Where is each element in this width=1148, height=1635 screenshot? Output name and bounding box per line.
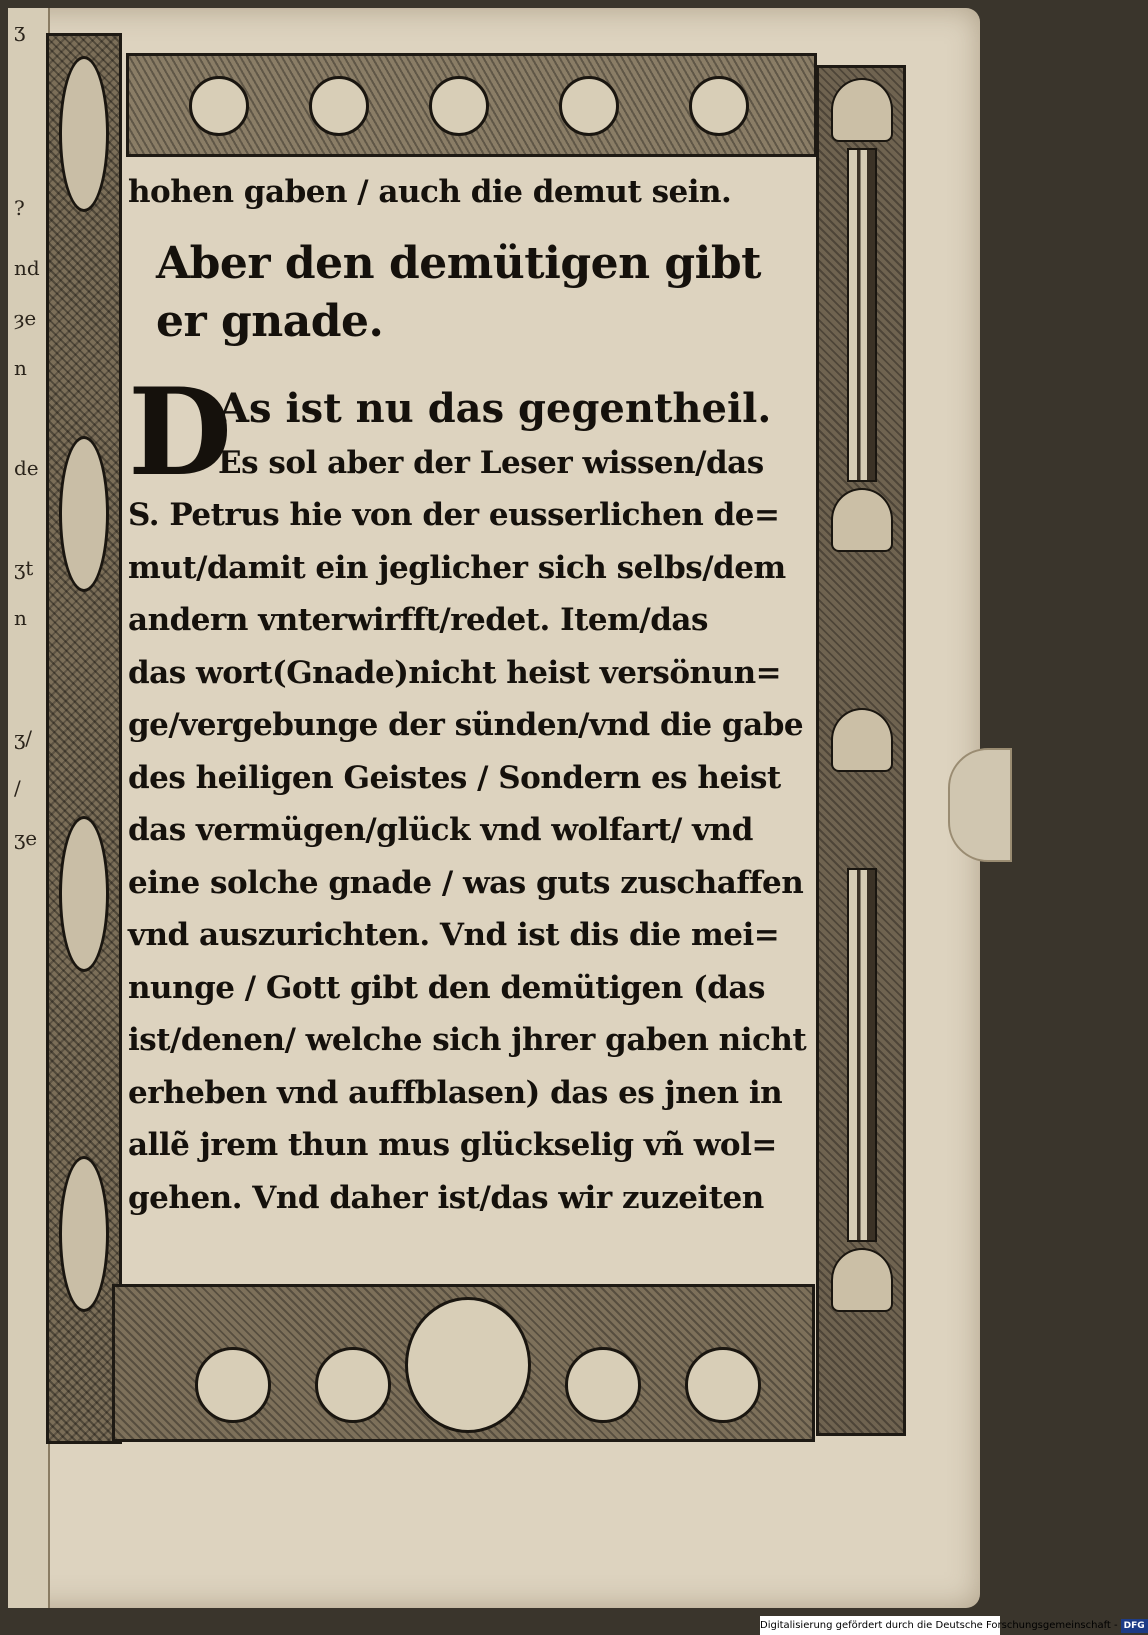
shell-ornament	[315, 1347, 391, 1423]
body-line: das wort(Gnade)nicht heist versönun=	[128, 654, 782, 691]
page-tab	[948, 748, 1012, 862]
woodcut-border-right	[816, 65, 906, 1436]
facing-page-fragment: n	[14, 356, 27, 380]
ornament-pod	[59, 816, 109, 972]
flower-ornament	[689, 76, 749, 136]
ornament-pod	[59, 436, 109, 592]
paragraph	[128, 361, 807, 1225]
column-capital	[831, 488, 893, 552]
main-text	[128, 166, 807, 1224]
ornament-pod	[59, 1156, 109, 1312]
drop-cap: D	[128, 361, 233, 503]
body-line: des heiligen Geistes / Sondern es heist	[128, 759, 781, 796]
flower-ornament	[559, 76, 619, 136]
facing-page-fragment: ʒ/	[14, 726, 33, 750]
column-capital	[831, 708, 893, 772]
facing-page-fragment: ʒe	[14, 826, 38, 850]
facing-page-edge	[8, 8, 50, 1608]
body-line: erheben vnd auffblasen) das es jnen in	[128, 1074, 783, 1111]
column-capital	[831, 1248, 893, 1312]
woodcut-border-left	[46, 33, 122, 1444]
flower-ornament	[429, 76, 489, 136]
woodcut-border-bottom	[112, 1284, 815, 1442]
column-capital	[831, 78, 893, 142]
column-shaft	[847, 148, 877, 482]
cherub-ornament	[405, 1297, 531, 1433]
dfg-logo: DFG	[1121, 1619, 1148, 1633]
woodcut-border-top	[126, 53, 817, 157]
shell-ornament	[195, 1347, 271, 1423]
body-line: andern vnterwirfft/redet. Item/das	[128, 602, 708, 638]
flower-ornament	[189, 76, 249, 136]
facing-page-fragment: ʒt	[14, 556, 34, 580]
section-heading	[156, 235, 803, 351]
facing-page-fragment: ?	[14, 196, 25, 220]
body-line: allẽ jrem thun mus glückselig vñ wol=	[128, 1127, 777, 1163]
heading-line: Aber den demütigen gibt	[156, 237, 761, 289]
facing-page-fragment: ȝe	[14, 306, 37, 330]
digitization-credit	[760, 1616, 1145, 1635]
facing-page-fragment: nd	[14, 256, 40, 280]
body-line: das vermügen/glück vnd wolfart/ vnd	[128, 812, 753, 848]
ornament-pod	[59, 56, 109, 212]
body-line: vnd auszurichten. Vnd ist dis die mei=	[128, 917, 780, 953]
body-line: nunge / Gott gibt den demütigen (das	[128, 969, 765, 1006]
facing-page-fragment: /	[14, 776, 21, 800]
facing-page-fragment: de	[14, 456, 39, 480]
body-line: mut/damit ein jeglicher sich selbs/dem	[128, 549, 786, 586]
body-line: S. Petrus hie von der eusserlichen de=	[128, 497, 780, 533]
heading-line: er gnade.	[156, 295, 384, 347]
facing-page-fragment: ʒ	[14, 18, 26, 42]
paragraph-first-line: As ist nu das gegentheil.	[218, 384, 772, 432]
body-line: ge/vergebunge der sünden/vnd die gabe	[128, 707, 804, 743]
flower-ornament	[309, 76, 369, 136]
shell-ornament	[565, 1347, 641, 1423]
facing-page-fragment: n	[14, 606, 27, 630]
body-line: gehen. Vnd daher ist/das wir zuzeiten	[128, 1179, 764, 1216]
body-line: Es sol aber der Leser wissen/das	[218, 444, 764, 481]
book-page	[8, 8, 980, 1608]
shell-ornament	[685, 1347, 761, 1423]
credit-text: Digitalisierung gefördert durch die Deutsche Forschungsgemeinschaft -	[760, 1620, 1118, 1631]
column-shaft	[847, 868, 877, 1242]
body-line: eine solche gnade / was guts zuschaffen	[128, 864, 804, 901]
continuation-line: hohen gaben / auch die demut sein.	[128, 174, 732, 210]
body-line: ist/denen/ welche sich jhrer gaben nicht	[128, 1022, 807, 1058]
